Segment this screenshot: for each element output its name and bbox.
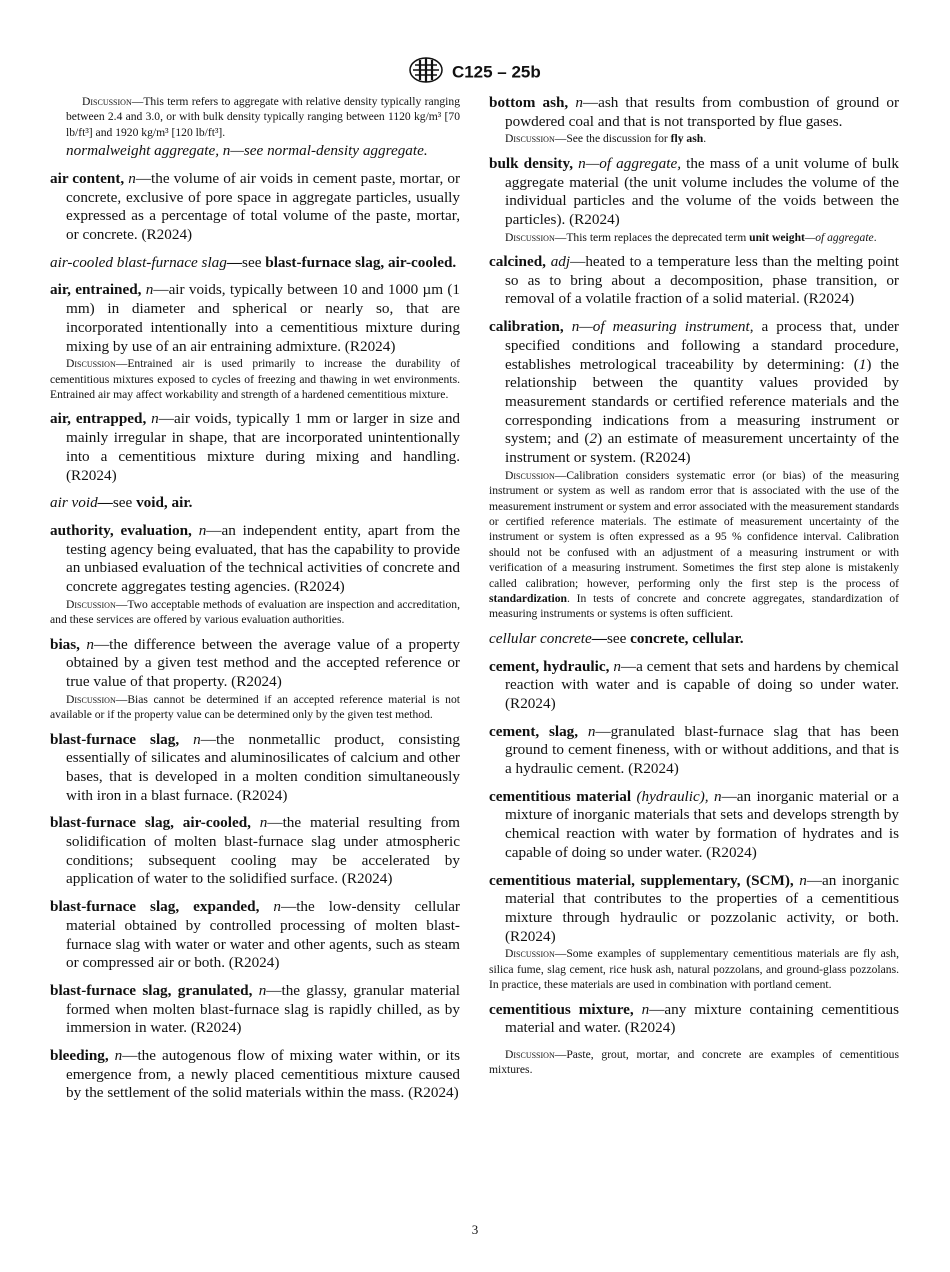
page-number: 3 <box>471 1222 479 1237</box>
astm-logo-icon <box>409 57 443 88</box>
term-entry: air, entrained, n—air voids, typically between 10 and 1000 µm (1 mm) in diameter and spherical or nearly so, that are incorporated intentionally into a cementitious mixture during mixing by use of an air entraining admixture. (R2024) <box>50 281 461 355</box>
term-entry: cement, slag, n—granulated blast-furnace slag that has been ground to cement fineness, with or without additions, and that is a hydraulic cement. (R2024) <box>489 722 900 778</box>
discussion: Discussion—Some examples of supplementary cementitious materials are fly ash, silica fume, slag cement, rice husk ash, natural pozzolans, and ground-glass pozzolans. In practice, these materials are used in combination with portland cement. <box>489 947 899 992</box>
term-entry: cementitious mixture, n—any mixture containing cementitious material and water. (R2024) <box>489 1000 899 1037</box>
term-entry: cementitious material (hydraulic), n—an inorganic material or a mixture of inorganic materials that sets and develops strength by chemical reaction with water by formation of hydrates and is capable of doing so under water. (R2024) <box>489 787 899 861</box>
term-entry: blast-furnace slag, n—the nonmetallic product, consisting essentially of silicates and aluminosilicates of calcium and other bases, that is developed in a molten condition simultaneously with iron in a blast furnace. (R2024) <box>50 730 460 804</box>
term-entry: calibration, n—of measuring instrument, a process that, under specified conditions and following a standard procedure, establishes metrological traceability by determining: (1) the relationship between the quantity values provided by measurement standards or certified reference materials and the corresponding indications from a measuring instrument or system; and (2) an estimate of measurement uncertainty of the instrument or system. (R2024) <box>489 318 899 467</box>
left-column <box>50 94 460 1112</box>
term-entry: air content, n—the volume of air voids in cement paste, mortar, or concrete, exclusive of pore space in aggregate particles, usually expressed as a percentage of total volume of the paste, mortar, or concrete. (R2024) <box>50 169 461 244</box>
discussion: Discussion—See the discussion for fly ash. <box>505 132 707 146</box>
term-entry: blast-furnace slag, expanded, n—the low-density cellular material obtained by controlled processing of molten blast-furnace slag with water or water and other agents, such as steam or compressed air or both. (R2024) <box>50 898 460 972</box>
see-reference: air-cooled blast-furnace slag—see blast-furnace slag, air-cooled. <box>50 253 457 271</box>
see-reference: cellular concrete—see concrete, cellular. <box>489 629 744 647</box>
term-entry: bottom ash, n—ash that results from combustion of ground or powdered coal and that is not transported by flue gases. <box>489 94 899 130</box>
term-entry: air, entrapped, n—air voids, typically 1 mm or larger in size and mainly irregular in shape, that are incorporated unintentionally into a cementitious mixture during mixing and handling. (R2024) <box>50 410 461 484</box>
see-reference: air void—see void, air. <box>50 494 193 512</box>
term-entry: blast-furnace slag, granulated, n—the glassy, granular material formed when molten blast-furnace slag is rapidly chilled, as by immersion in water. (R2024) <box>50 981 460 1037</box>
term-entry: bleeding, n—the autogenous flow of mixing water within, or its emergence from, a newly placed cementitious mixture caused by the settlement of the solid materials within the mass. (R2024) <box>50 1047 461 1102</box>
discussion: Discussion—Bias cannot be determined if an accepted reference material is not available or if the property value can be determined only by the given test method. <box>50 692 460 722</box>
discussion: Discussion—This term replaces the deprecated term unit weight—of aggregate. <box>505 230 877 244</box>
term-entry: bulk density, n—of aggregate, the mass of a unit volume of bulk aggregate material (the unit volume includes the volume of the individual particles and the volume of the voids between the particles). (R2024) <box>489 154 900 228</box>
discussion: Discussion—Calibration considers systematic error (or bias) of the measuring instrument or system as well as random error that is associated with the use of the measurement instrument or system and error associated with the measurement standards or certified reference materials. The estimate of measurement uncertainty of the instrument or system is often expressed as a 95 % confidence interval. Calibration should not be confused with an adjustment of a measuring instrument or with verification of a measuring instrument. Sometimes the first step alone is mistakenly called calibration; however, performing only the first step is the process of standardization. In tests of concrete and concrete aggregates, standardization of measuring instruments or systems is often sufficient. <box>489 468 899 621</box>
term-entry: cement, hydraulic, n—a cement that sets and hardens by chemical reaction with water and is capable of doing so under water. (R2024) <box>489 657 900 712</box>
discussion: Discussion—Entrained air is used primarily to increase the durability of cementitious mixtures exposed to cycles of freezing and thawing in wet environments. Entrained air may affect workability and strength of a hardened cementitious mixture. <box>50 357 460 402</box>
designation: C125 – 25b <box>451 62 541 82</box>
term-entry: bias, n—the difference between the average value of a property obtained by a given test method and the accepted reference or true value of that property. (R2024) <box>50 635 460 691</box>
term-entry: authority, evaluation, n—an independent entity, apart from the testing agency being evaluated, that has the capability to provide an unbiased evaluation of the technical activities of concrete and concrete aggregates testing agencies. (R2024) <box>50 521 461 596</box>
term-entry: cementitious material, supplementary, (SCM), n—an inorganic material that contributes to the properties of a cementitious mixture through hydraulic or pozzolanic activity, or both. (R2024) <box>489 871 899 945</box>
discussion: Discussion—Two acceptable methods of evaluation are inspection and accreditation, and these services are offered by various evaluation authorities. <box>50 597 460 627</box>
see-reference: normalweight aggregate, n—see normal-density aggregate. <box>66 142 428 160</box>
page-header <box>0 57 950 88</box>
discussion: Discussion—This term refers to aggregate with relative density typically ranging between 2.4 and 3.0, or with bulk density typically ranging between 1120 kg/m³ [70 lb/ft³] and 1920 kg/m³ [120 lb/ft³]. <box>66 95 460 139</box>
term-entry: calcined, adj—heated to a temperature less than the melting point so as to bring about a decomposition, phase transition, or removal of a volatile fraction of a solid material. (R2024) <box>489 253 900 308</box>
discussion: Discussion—Paste, grout, mortar, and concrete are examples of cementitious mixtures. <box>489 1048 899 1077</box>
term-entry: blast-furnace slag, air-cooled, n—the material resulting from solidification of molten blast-furnace slag under atmospheric conditions; subsequent cooling may be accelerated by application of water to the solidified surface. (R2024) <box>50 814 460 888</box>
right-column <box>489 94 899 1086</box>
